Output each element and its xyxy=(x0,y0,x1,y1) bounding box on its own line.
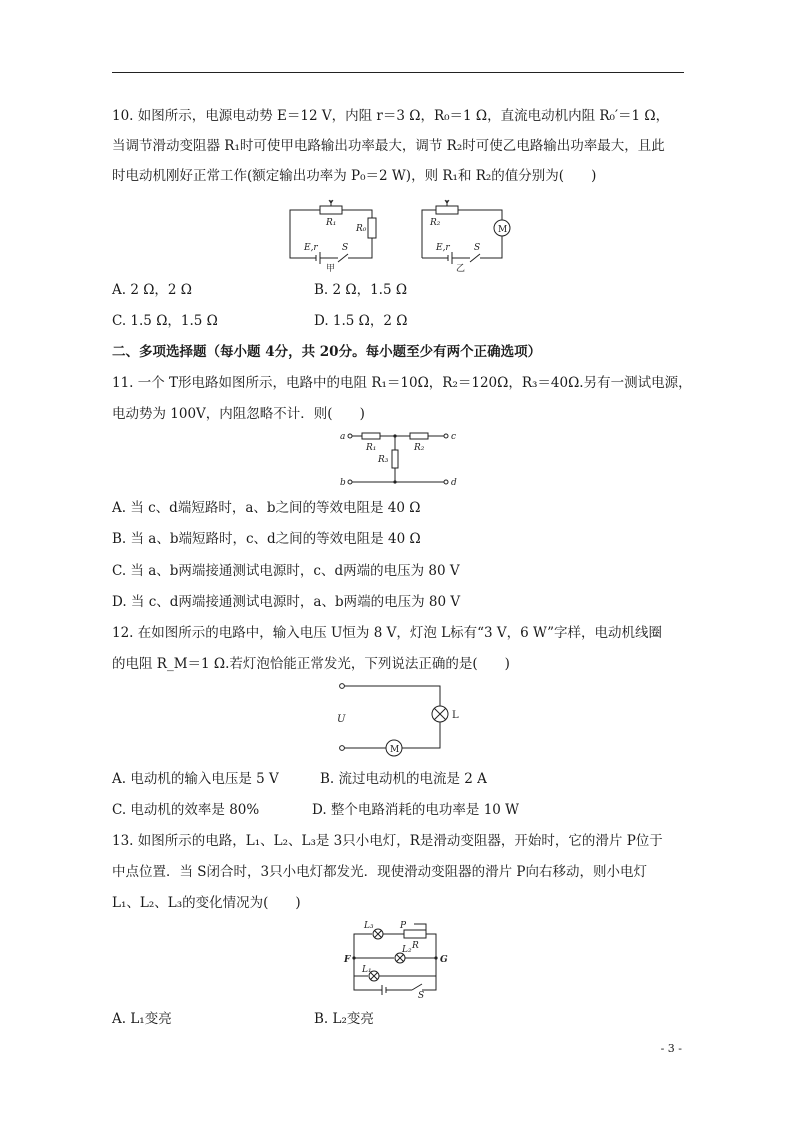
q10-text-line3: 时电动机刚好正常工作(额定输出功率为 P₀＝2 W)，则 R₁和 R₂的值分别为( ) xyxy=(112,168,597,184)
q10-text-line1: 10. 如图所示，电源电动势 E＝12 V，内阻 r＝3 Ω，R₀＝1 Ω，直流电动机内阻 R₀′＝1 Ω， xyxy=(112,108,670,124)
q10-option-a: A. 2 Ω，2 Ω xyxy=(112,282,192,298)
q10-fig-r1-label: R₁ xyxy=(326,218,337,228)
q13-fig-r-label: R xyxy=(412,941,419,951)
q11-fig-b-label: b xyxy=(340,478,346,488)
q12-option-d: D. 整个电路消耗的电功率是 10 W xyxy=(312,802,520,818)
q13-circuit-figure xyxy=(342,918,454,998)
q10-fig-er2-label: E,r xyxy=(436,243,450,253)
q10-text-line2: 当调节滑动变阻器 R₁时可使甲电路输出功率最大，调节 R₂时可使乙电路输出功率最大，且此 xyxy=(112,138,665,154)
q11-fig-c-label: c xyxy=(451,432,457,442)
q10-fig-yi-label: 乙 xyxy=(456,264,466,274)
q11-option-d: D. 当 c、d两端接通测试电源时，a、b两端的电压为 80 V xyxy=(112,594,461,610)
q11-option-a: A. 当 c、d端短路时，a、b之间的等效电阻是 40 Ω xyxy=(112,500,421,516)
q12-fig-u-label: U xyxy=(337,714,346,725)
q10-fig-jia-label: 甲 xyxy=(326,264,336,274)
q12-text-line1: 12. 在如图所示的电路中，输入电压 U恒为 8 V，灯泡 L标有“3 V，6 W”字样，电动机线圈 xyxy=(112,625,663,641)
q10-fig-r2-label: R₂ xyxy=(430,218,441,228)
q10-circuit-figure xyxy=(284,198,520,274)
q10-option-d: D. 1.5 Ω，2 Ω xyxy=(314,313,408,329)
q11-option-c: C. 当 a、b两端接通测试电源时，c、d两端的电压为 80 V xyxy=(112,563,460,579)
q13-fig-g-label: G xyxy=(440,955,448,965)
q13-text-line1: 13. 如图所示的电路，L₁、L₂、L₃是 3只小电灯，R是滑动变阻器，开始时，它的滑片 P位于 xyxy=(112,833,663,849)
q13-fig-p-label: P xyxy=(400,921,407,931)
q13-fig-l1-label: L₁ xyxy=(362,965,372,975)
q11-t-circuit-figure xyxy=(338,428,462,490)
q13-fig-l3-label: L₃ xyxy=(364,921,374,931)
q12-option-c: C. 电动机的效率是 80% xyxy=(112,802,260,818)
q10-fig-r0-label: R₀ xyxy=(356,224,367,234)
q10-option-c: C. 1.5 Ω，1.5 Ω xyxy=(112,313,218,329)
q13-fig-s-label: S xyxy=(418,991,425,998)
q10-fig-s-label: S xyxy=(342,243,349,253)
q12-fig-motor-label: M xyxy=(390,745,400,755)
q12-option-b: B. 流过电动机的电流是 2 A xyxy=(320,771,487,787)
q11-fig-r2-label: R₂ xyxy=(414,443,425,453)
q10-fig-er-label: E,r xyxy=(304,243,318,253)
q11-fig-r1-label: R₁ xyxy=(366,443,377,453)
q11-option-b: B. 当 a、b端短路时，c、d之间的等效电阻是 40 Ω xyxy=(112,531,421,547)
q13-option-a: A. L₁变亮 xyxy=(112,1011,172,1027)
q13-text-line2: 中点位置．当 S闭合时，3只小电灯都发光．现使滑动变阻器的滑片 P向右移动，则小电灯 xyxy=(112,864,648,880)
section-2-title: 二、多项选择题（每小题 4分，共 20分。每小题至少有两个正确选项） xyxy=(112,344,542,360)
header-rule xyxy=(112,72,684,73)
q10-option-b: B. 2 Ω，1.5 Ω xyxy=(314,282,408,298)
q11-fig-r3-label: R₃ xyxy=(378,455,389,465)
q13-fig-l2-label: L₂ xyxy=(402,945,412,955)
q10-fig-motor-label: M xyxy=(498,225,508,235)
q11-fig-a-label: a xyxy=(340,432,346,442)
q13-fig-f-label: F xyxy=(344,955,351,965)
q12-circuit-figure xyxy=(334,680,464,760)
q12-text-line2: 的电阻 R_M＝1 Ω.若灯泡恰能正常发光，下列说法正确的是( ) xyxy=(112,656,510,672)
q13-text-line3: L₁、L₂、L₃的变化情况为( ) xyxy=(112,895,301,911)
q12-fig-lamp-label: L xyxy=(452,710,459,721)
q11-text-line2: 电动势为 100V，内阻忽略不计．则( ) xyxy=(112,406,365,422)
q11-text-line1: 11. 一个 T形电路如图所示，电路中的电阻 R₁＝10Ω，R₂＝120Ω，R₃＝40Ω.另有一测试电源， xyxy=(112,375,692,391)
q11-fig-d-label: d xyxy=(451,478,457,488)
page-number: - 3 - xyxy=(660,1042,682,1055)
q12-option-a: A. 电动机的输入电压是 5 V xyxy=(112,771,279,787)
q13-option-b: B. L₂变亮 xyxy=(314,1011,374,1027)
q10-fig-s2-label: S xyxy=(474,243,481,253)
